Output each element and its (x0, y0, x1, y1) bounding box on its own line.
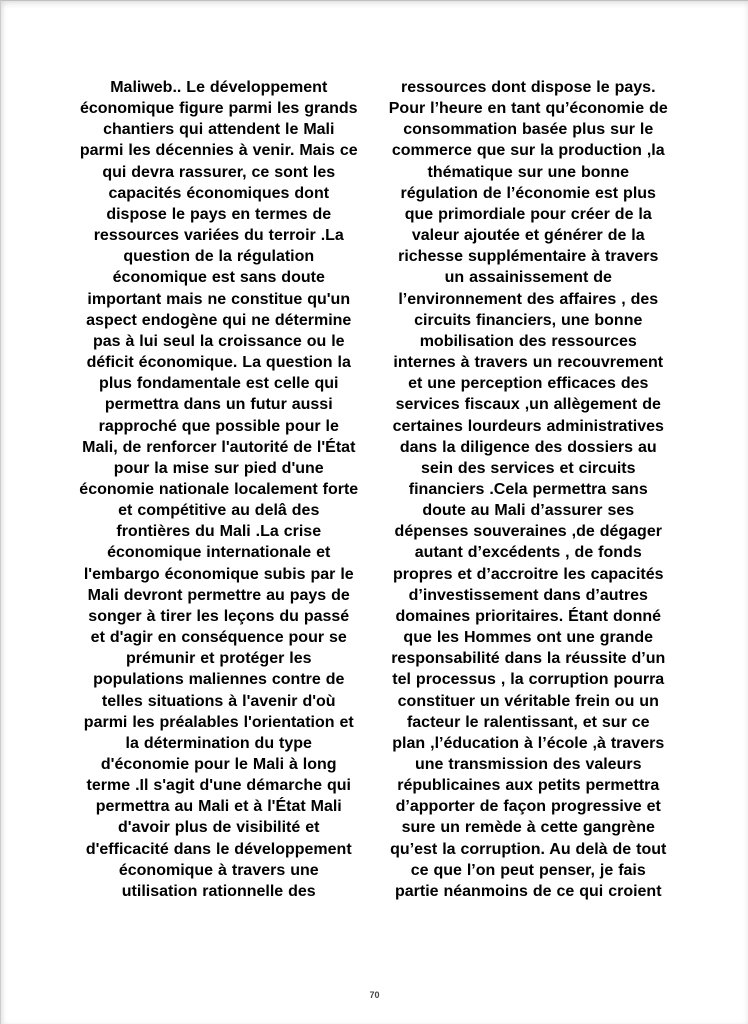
left-text-column: Maliweb.. Le développement économique figure parmi les grands chantiers qui attendent le Mali parmi les décennies à venir. Mais ce qui devra rassurer, ce sont les capacités économiques dont dispose le pays en termes de ressources variées du terroir .La question de la régulation économique est sans doute important mais ne constitue qu'un aspect endogène qui ne détermine pas à lui seul la croissance ou le déficit économique. La question la plus fondamentale est celle qui permettra dans un futur aussi rapproché que possible pour le Mali, de renforcer l'autorité de l'État pour la mise sur pied d'une économie nationale localement forte et compétitive au delâ des frontières du Mali .La crise économique internationale et l'embargo économique subis par le Mali devront permettre au pays de songer à tirer les leçons du passé et d'agir en conséquence pour se prémunir et protéger les populations maliennes contre de telles situations à l'avenir d'où parmi les préalables l'orientation et la détermination du type d'économie pour le Mali à long terme .Il s'agit d'une démarche qui permettra au Mali et à l'État Mali d'avoir plus de visibilité et d'efficacité dans le développement économique à travers une utilisation rationnelle des (79, 79, 359, 900)
page-number: 70 (369, 990, 380, 1000)
two-column-text-block (1, 1, 748, 902)
right-text-column: ressources dont dispose le pays. Pour l’heure en tant qu’économie de consommation basée plus sur le commerce que sur la production ,la thématique sur une bonne régulation de l’économie est plus que primordiale pour créer de la valeur ajoutée et générer de la richesse supplémentaire à travers un assainissement de l’environnement des affaires , des circuits financiers, une bonne mobilisation des ressources internes à travers un recouvrement et une perception efficaces des services fiscaux ,un allègement de certaines lourdeurs administratives dans la diligence des dossiers au sein des services et circuits financiers .Cela permettra sans doute au Mali d’assurer ses dépenses souveraines ,de dégager autant d’excédents , de fonds propres et d’accroitre les capacités d’investissement dans d’autres domaines prioritaires. Étant donné que les Hommes ont une grande responsabilité dans la réussite d’un tel processus , la corruption pourra constituer un véritable frein ou un facteur le ralentissant, et sur ce plan ,l’éducation à l’école ,à travers une transmission des valeurs républicaines aux petits permettra d’apporter de façon progressive et sure un remède à cette gangrène qu’est la corruption. Au delà de tout ce que l’on peut penser, je fais partie néanmoins de ce qui croient (388, 79, 668, 900)
